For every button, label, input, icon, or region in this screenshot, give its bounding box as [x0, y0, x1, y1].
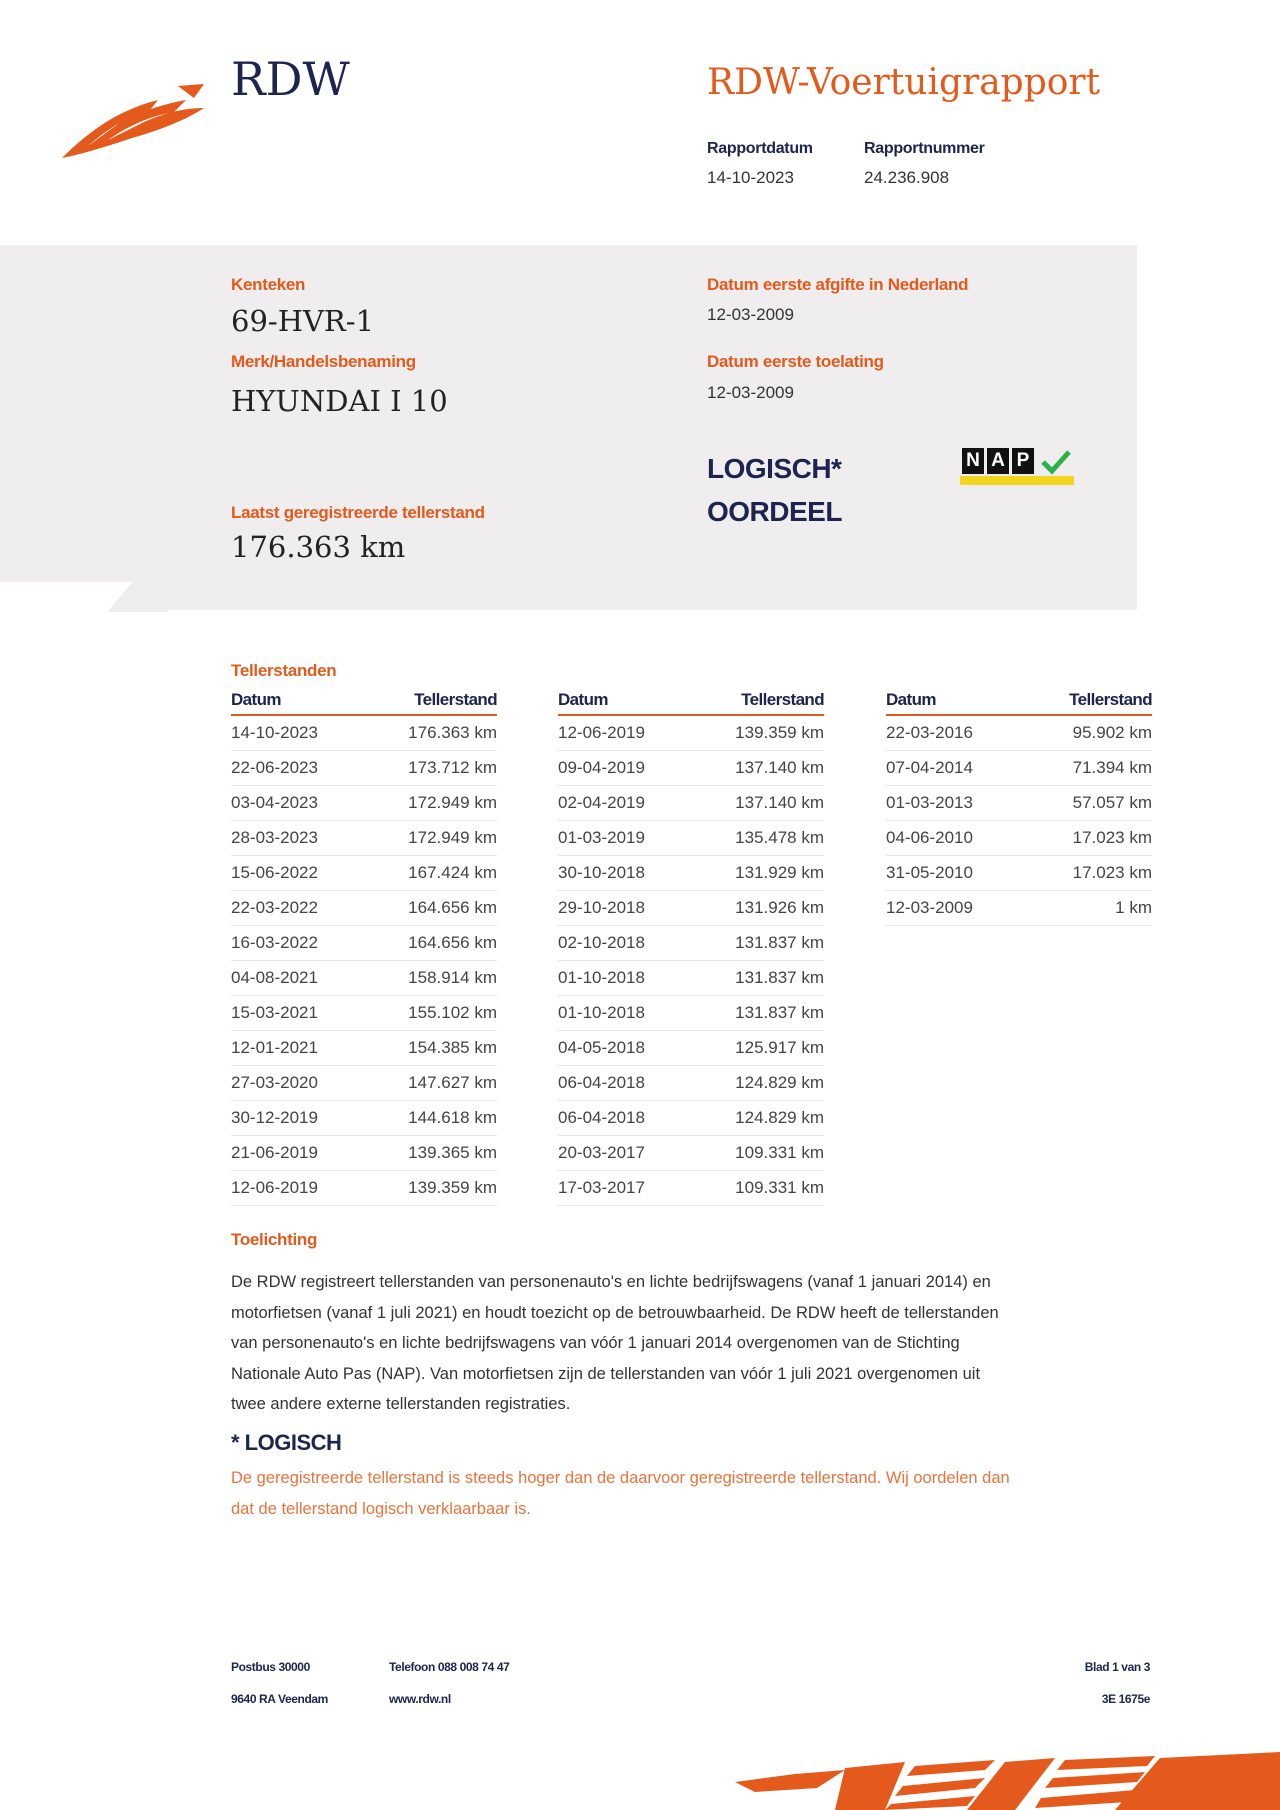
- row-odometer: 147.627 km: [408, 1073, 497, 1092]
- row-date: 02-10-2018: [558, 933, 645, 952]
- row-date: 22-06-2023: [231, 758, 318, 777]
- row-date: 01-03-2013: [886, 793, 973, 812]
- table-row: [886, 891, 1152, 926]
- row-date: 16-03-2022: [231, 933, 318, 952]
- table-row: [231, 1136, 497, 1171]
- table-row: [886, 751, 1152, 786]
- col-value-header: Tellerstand: [1069, 690, 1152, 709]
- row-odometer: 95.902 km: [1072, 723, 1152, 742]
- table-row: [886, 716, 1152, 751]
- odometer-section-label: Tellerstanden: [231, 661, 337, 680]
- row-date: 01-10-2018: [558, 968, 645, 987]
- table-row: [231, 1171, 497, 1206]
- row-date: 01-10-2018: [558, 1003, 645, 1022]
- table-row: [231, 926, 497, 961]
- explanation-line: De RDW registreert tellerstanden van personenauto's en lichte bedrijfswagens (vanaf 1 januari 2014) en: [231, 1273, 991, 1291]
- odometer-header: [558, 690, 824, 716]
- row-odometer: 144.618 km: [408, 1108, 497, 1127]
- odometer-rows: [886, 716, 1152, 926]
- row-date: 29-10-2018: [558, 898, 645, 917]
- odometer-column-1: [231, 690, 497, 1206]
- table-row: [231, 786, 497, 821]
- verdict-line-1: LOGISCH*: [707, 453, 842, 484]
- row-date: 30-12-2019: [231, 1108, 318, 1127]
- table-row: [231, 856, 497, 891]
- row-odometer: 139.359 km: [408, 1178, 497, 1197]
- report-number: 24.236.908: [864, 168, 950, 187]
- col-date-header: Datum: [558, 690, 608, 709]
- nap-letter-a: A: [987, 448, 1009, 474]
- row-date: 27-03-2020: [231, 1073, 318, 1092]
- row-odometer: 109.331 km: [735, 1178, 824, 1197]
- row-date: 30-10-2018: [558, 863, 645, 882]
- nap-letters: [962, 448, 1034, 474]
- odometer-header: [886, 690, 1152, 716]
- row-odometer: 131.926 km: [735, 898, 824, 917]
- footer-web-link[interactable]: www.rdw.nl: [389, 1692, 451, 1706]
- footer-phone: Telefoon 088 008 74 47: [389, 1660, 510, 1674]
- row-odometer: 124.829 km: [735, 1073, 824, 1092]
- vehicle-summary-panel: [0, 245, 1137, 610]
- table-row: [231, 821, 497, 856]
- row-date: 02-04-2019: [558, 793, 645, 812]
- row-date: 20-03-2017: [558, 1143, 645, 1162]
- explanation-text: [231, 1267, 1151, 1420]
- last-odometer-value: 176.363 km: [231, 530, 406, 564]
- table-row: [558, 856, 824, 891]
- make-value: HYUNDAI I 10: [231, 384, 448, 418]
- col-date-header: Datum: [886, 690, 936, 709]
- logisch-line: dat de tellerstand logisch verklaarbaar is.: [231, 1499, 531, 1518]
- footer-postbus: Postbus 30000: [231, 1660, 310, 1674]
- check-icon: [1040, 446, 1072, 478]
- footer-city: 9640 RA Veendam: [231, 1692, 328, 1706]
- row-odometer: 173.712 km: [408, 758, 497, 777]
- row-odometer: 158.914 km: [408, 968, 497, 987]
- report-date-label: Rapportdatum: [707, 140, 813, 157]
- table-row: [558, 786, 824, 821]
- row-odometer: 125.917 km: [735, 1038, 824, 1057]
- footer-code: 3E 1675e: [1101, 1692, 1150, 1706]
- row-date: 31-05-2010: [886, 863, 973, 882]
- row-date: 12-03-2009: [886, 898, 973, 917]
- row-odometer: 155.102 km: [408, 1003, 497, 1022]
- table-row: [886, 856, 1152, 891]
- plate-value: 69-HVR-1: [231, 304, 375, 338]
- table-row: [558, 1171, 824, 1206]
- table-row: [558, 751, 824, 786]
- table-row: [558, 961, 824, 996]
- report-date: 14-10-2023: [707, 168, 794, 187]
- row-odometer: 164.656 km: [408, 933, 497, 952]
- row-odometer: 17.023 km: [1072, 828, 1152, 847]
- footer-page: Blad 1 van 3: [1084, 1660, 1150, 1674]
- table-row: [231, 1066, 497, 1101]
- row-odometer: 131.837 km: [735, 933, 824, 952]
- odometer-rows: [231, 716, 497, 1206]
- row-date: 01-03-2019: [558, 828, 645, 847]
- row-odometer: 139.365 km: [408, 1143, 497, 1162]
- row-odometer: 167.424 km: [408, 863, 497, 882]
- last-odometer-label: Laatst geregistreerde tellerstand: [231, 503, 485, 522]
- table-row: [558, 1031, 824, 1066]
- explanation-line: motorfietsen (vanaf 1 juli 2021) en houdt toezicht op de betrouwbaarheid. De RDW heeft de tellerstanden: [231, 1303, 999, 1322]
- row-date: 06-04-2018: [558, 1108, 645, 1127]
- row-odometer: 131.837 km: [735, 1003, 824, 1022]
- row-date: 22-03-2022: [231, 898, 318, 917]
- table-row: [231, 751, 497, 786]
- verdict-line-2: OORDEEL: [707, 496, 842, 527]
- row-date: 12-01-2021: [231, 1038, 318, 1057]
- odometer-column-3: [886, 690, 1152, 926]
- table-row: [558, 1136, 824, 1171]
- col-value-header: Tellerstand: [414, 690, 497, 709]
- row-date: 03-04-2023: [231, 793, 318, 812]
- row-date: 06-04-2018: [558, 1073, 645, 1092]
- table-row: [558, 996, 824, 1031]
- table-row: [558, 926, 824, 961]
- row-date: 21-06-2019: [231, 1143, 318, 1162]
- row-date: 17-03-2017: [558, 1178, 645, 1197]
- odometer-header: [231, 690, 497, 716]
- row-date: 07-04-2014: [886, 758, 973, 777]
- table-row: [558, 716, 824, 751]
- org-name: RDW: [231, 52, 350, 106]
- logisch-text: [231, 1463, 1161, 1524]
- table-row: [231, 1101, 497, 1136]
- row-odometer: 172.949 km: [408, 828, 497, 847]
- table-row: [558, 1101, 824, 1136]
- row-date: 12-06-2019: [558, 723, 645, 742]
- row-date: 28-03-2023: [231, 828, 318, 847]
- row-odometer: 109.331 km: [735, 1143, 824, 1162]
- row-odometer: 137.140 km: [735, 758, 824, 777]
- table-row: [231, 1031, 497, 1066]
- row-date: 14-10-2023: [231, 723, 318, 742]
- table-row: [886, 786, 1152, 821]
- row-odometer: 176.363 km: [408, 723, 497, 742]
- make-label: Merk/Handelsbenaming: [231, 352, 416, 371]
- row-date: 04-05-2018: [558, 1038, 645, 1057]
- row-date: 15-06-2022: [231, 863, 318, 882]
- footer-stripes-icon: [735, 1752, 1280, 1810]
- report-title: RDW-Voertuigrapport: [707, 62, 1101, 103]
- row-date: 12-06-2019: [231, 1178, 318, 1197]
- table-row: [558, 891, 824, 926]
- col-date-header: Datum: [231, 690, 281, 709]
- first-admission-label: Datum eerste toelating: [707, 352, 884, 371]
- row-odometer: 1 km: [1115, 898, 1152, 917]
- row-odometer: 131.837 km: [735, 968, 824, 987]
- odometer-column-2: [558, 690, 824, 1206]
- explanation-line: twee andere externe tellerstanden registraties.: [231, 1395, 571, 1413]
- row-date: 22-03-2016: [886, 723, 973, 742]
- row-odometer: 124.829 km: [735, 1108, 824, 1127]
- nap-logo: [960, 446, 1074, 488]
- first-issue-label: Datum eerste afgifte in Nederland: [707, 275, 969, 294]
- explanation-line: van personenauto's en lichte bedrijfswagens van vóór 1 januari 2014 overgenomen van de Stichting: [231, 1334, 960, 1352]
- explanation-line: Nationale Auto Pas (NAP). Van motorfietsen zijn de tellerstanden van vóór 1 juli 2021 overgenomen uit: [231, 1364, 981, 1383]
- nap-letter-p: P: [1012, 448, 1034, 474]
- col-value-header: Tellerstand: [741, 690, 824, 709]
- row-odometer: 154.385 km: [408, 1038, 497, 1057]
- table-row: [558, 821, 824, 856]
- report-number-label: Rapportnummer: [864, 140, 985, 157]
- table-row: [231, 716, 497, 751]
- first-issue-value: 12-03-2009: [707, 305, 794, 324]
- table-row: [886, 821, 1152, 856]
- row-date: 04-08-2021: [231, 968, 318, 987]
- plate-label: Kenteken: [231, 275, 306, 294]
- table-row: [558, 1066, 824, 1101]
- row-odometer: 71.394 km: [1072, 758, 1152, 777]
- row-odometer: 17.023 km: [1072, 863, 1152, 882]
- row-odometer: 135.478 km: [735, 828, 824, 847]
- row-odometer: 131.929 km: [735, 863, 824, 882]
- row-odometer: 172.949 km: [408, 793, 497, 812]
- row-odometer: 137.140 km: [735, 793, 824, 812]
- logisch-line: De geregistreerde tellerstand is steeds hoger dan de daarvoor geregistreerde tellerstand. Wij oordelen dan: [231, 1469, 1010, 1487]
- row-date: 04-06-2010: [886, 828, 973, 847]
- row-date: 15-03-2021: [231, 1003, 318, 1022]
- table-row: [231, 996, 497, 1031]
- explanation-label: Toelichting: [231, 1230, 318, 1249]
- table-row: [231, 961, 497, 996]
- row-date: 09-04-2019: [558, 758, 645, 777]
- first-admission-value: 12-03-2009: [707, 383, 794, 402]
- logisch-heading: * LOGISCH: [231, 1430, 342, 1455]
- row-odometer: 164.656 km: [408, 898, 497, 917]
- table-row: [231, 891, 497, 926]
- row-odometer: 139.359 km: [735, 723, 824, 742]
- rdw-logo-icon: [58, 80, 208, 162]
- odometer-rows: [558, 716, 824, 1206]
- nap-letter-n: N: [962, 448, 984, 474]
- row-odometer: 57.057 km: [1072, 793, 1152, 812]
